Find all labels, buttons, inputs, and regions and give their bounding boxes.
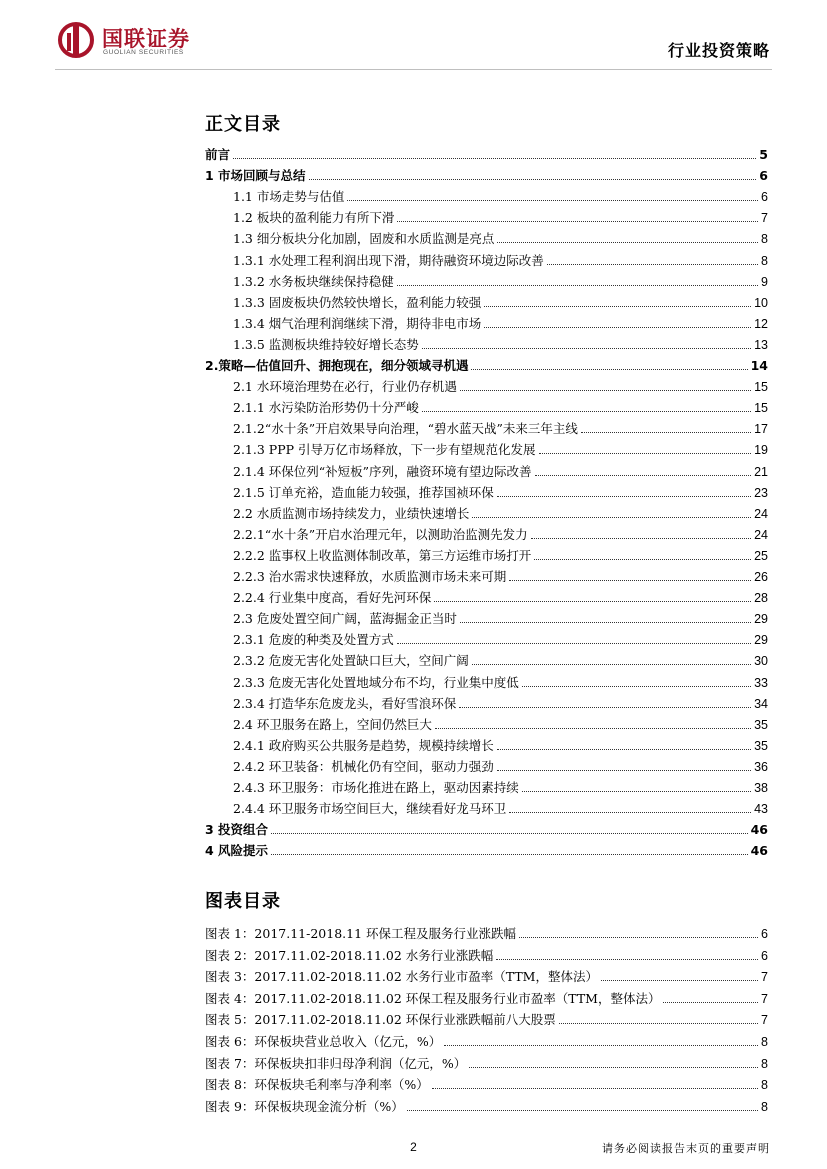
toc-entry[interactable]: [205, 206, 768, 226]
dot-leader: [539, 453, 752, 454]
toc-entry-title: 1.3.3 固废板块仍然较快增长，盈利能力较强: [233, 294, 482, 310]
toc-entry-title: 2.4.4 环卫服务市场空间巨大，继续看好龙马环卫: [233, 801, 507, 817]
toc-entry[interactable]: [205, 628, 768, 648]
toc-entry-title: 1.1 市场走势与估值: [233, 189, 345, 205]
toc-entry-page: 6: [761, 190, 768, 205]
toc-entry-page: 8: [761, 253, 768, 268]
toc-entry-page: 46: [750, 822, 768, 838]
toc-entry[interactable]: [205, 649, 768, 669]
figure-entry[interactable]: [205, 987, 768, 1007]
figure-entry-page: 7: [761, 991, 768, 1006]
dot-leader: [497, 749, 751, 750]
toc-entry[interactable]: [205, 312, 768, 332]
toc-entry-page: 5: [759, 147, 768, 162]
toc-entry-title: 2.3 危废处置空间广阔，蓝海掘金正当时: [233, 611, 457, 627]
dot-leader: [497, 496, 751, 497]
toc-entry[interactable]: [205, 375, 768, 395]
toc-entry-page: 26: [754, 570, 768, 584]
toc-entry[interactable]: [205, 185, 768, 205]
figure-entry[interactable]: [205, 922, 768, 942]
toc-entry-title: 2.2 水质监测市场持续发力，业绩快速增长: [233, 505, 470, 521]
toc-entry[interactable]: [205, 671, 768, 691]
toc-entry-page: 12: [754, 316, 768, 331]
toc-entry-title: 2.3.4 打造华东危废龙头，看好雪浪环保: [233, 695, 457, 711]
toc-entry-page: 7: [761, 211, 768, 226]
toc-entry-page: 6: [759, 168, 768, 184]
toc-entry-page: 24: [754, 506, 768, 521]
dot-leader: [472, 664, 751, 665]
dot-leader: [531, 538, 752, 539]
dot-leader: [460, 390, 751, 391]
dot-leader: [271, 854, 748, 855]
header-divider: [55, 69, 772, 70]
toc-entry[interactable]: [205, 607, 768, 627]
guolian-logo-icon: [58, 22, 94, 58]
toc-entry-title: 前言: [205, 147, 231, 162]
toc-entry-title: 1.3.4 烟气治理利润继续下滑，期待非电市场: [233, 315, 482, 331]
dot-leader: [397, 221, 758, 222]
toc-entry-page: 15: [754, 380, 768, 395]
toc-entry[interactable]: [205, 755, 768, 775]
dot-leader: [496, 959, 758, 960]
figure-entry[interactable]: [205, 1030, 768, 1050]
toc-entry-title: 2.2.3 治水需求快速释放，水质监测市场未来可期: [233, 569, 507, 584]
figure-entry-title: 图表 1：2017.11-2018.11 环保工程及服务行业涨跌幅: [205, 926, 517, 941]
footer-disclaimer: 请务必阅读报告末页的重要声明: [602, 1142, 770, 1155]
toc-entry-title: 2.1.1 水污染防治形势仍十分严峻: [233, 400, 419, 416]
toc-entry-title: 2.3.3 危废无害化处置地域分布不均，行业集中度低: [233, 674, 519, 690]
dot-leader: [432, 1088, 758, 1089]
toc-entry-page: 36: [754, 759, 768, 774]
toc-entry-title: 2.1.3 PPP 引导万亿市场释放，下一步有望规范化发展: [233, 442, 536, 458]
toc-entry-title: 2.4 环卫服务在路上，空间仍然巨大: [233, 716, 432, 732]
dot-leader: [422, 348, 751, 349]
toc-entry[interactable]: [205, 586, 768, 606]
toc-entry[interactable]: [205, 776, 768, 796]
dot-leader: [397, 643, 751, 644]
toc-entry-page: 28: [754, 591, 768, 606]
dot-leader: [347, 200, 758, 201]
logo-text-en: GUOLIAN SECURITIES: [103, 49, 184, 56]
dot-leader: [581, 432, 751, 433]
toc-entry-page: 29: [754, 633, 768, 648]
toc-entry[interactable]: [205, 227, 768, 247]
toc-entry[interactable]: [205, 460, 768, 480]
logo-text-cn: 国联证券: [102, 27, 190, 51]
figure-entry-title: 图表 6：环保板块营业总收入（亿元，%）: [205, 1034, 442, 1049]
figure-entry-title: 图表 3：2017.11.02-2018.11.02 水务行业市盈率（TTM，整体法）: [205, 969, 598, 985]
dot-leader: [434, 601, 751, 602]
toc-entry[interactable]: [205, 291, 768, 311]
figure-entry[interactable]: [205, 944, 768, 964]
figure-entry-page: 7: [761, 1013, 768, 1028]
dot-leader: [459, 707, 751, 708]
toc-entry-title: 1.3.2 水务板块继续保持稳健: [233, 273, 394, 289]
dot-leader: [559, 1023, 758, 1024]
toc-title: 正文目录: [205, 114, 281, 135]
toc-entry-page: 25: [754, 548, 768, 563]
toc-entry-title: 2.2.2 监事权上收监测体制改革，第三方运维市场打开: [233, 547, 532, 563]
toc-entry[interactable]: [205, 523, 768, 543]
toc-entry-page: 9: [761, 274, 768, 289]
dot-leader: [601, 980, 758, 981]
toc-entry-page: 17: [754, 422, 768, 437]
figure-entry-title: 图表 5：2017.11.02-2018.11.02 环保行业涨跌幅前八大股票: [205, 1012, 556, 1028]
toc-entry[interactable]: [205, 502, 768, 522]
toc-entry[interactable]: [205, 438, 768, 458]
toc-entry-title: 2.2.1“水十条”开启水治理元年，以测助治监测先发力: [233, 526, 528, 542]
toc-entry[interactable]: [205, 565, 768, 585]
toc-entry-page: 30: [754, 654, 768, 669]
figure-entry-title: 图表 7：环保板块扣非归母净利润（亿元，%）: [205, 1055, 467, 1071]
dot-leader: [469, 1067, 758, 1068]
toc-entry-title: 3 投资组合: [205, 822, 269, 838]
dot-leader: [519, 937, 758, 938]
toc-entry-page: 29: [754, 612, 768, 627]
toc-entry-page: 46: [750, 843, 768, 859]
toc-entry-page: 43: [754, 802, 768, 817]
dot-leader: [509, 812, 751, 813]
toc-entry-title: 2.1.4 环保位列“补短板”序列，融资环境有望边际改善: [233, 463, 532, 479]
dot-leader: [271, 833, 748, 834]
toc-entry-title: 2.3.2 危废无害化处置缺口巨大，空间广阔: [233, 653, 469, 669]
toc-entry[interactable]: [205, 818, 768, 838]
figure-list-title: 图表目录: [205, 891, 281, 912]
figure-entry[interactable]: [205, 1073, 768, 1093]
dot-leader: [497, 242, 758, 243]
dot-leader: [472, 517, 751, 518]
figure-entry-title: 图表 8：环保板块毛利率与净利率（%）: [205, 1077, 429, 1093]
dot-leader: [484, 327, 751, 328]
dot-leader: [407, 1110, 758, 1111]
figure-entry-page: 8: [761, 1078, 768, 1093]
page-header: [0, 0, 827, 80]
toc-entry-page: 19: [754, 443, 768, 458]
dot-leader: [534, 559, 751, 560]
toc-entry[interactable]: [205, 713, 768, 733]
toc-entry-title: 2.4.1 政府购买公共服务是趋势，规模持续增长: [233, 737, 494, 753]
figure-entry-page: 8: [761, 1056, 768, 1071]
report-type-label: 行业投资策略: [667, 41, 770, 60]
figure-entry-title: 图表 4：2017.11.02-2018.11.02 环保工程及服务行业市盈率（TTM，整体法）: [205, 990, 661, 1006]
toc-entry[interactable]: [205, 143, 768, 163]
toc-entry[interactable]: [205, 333, 768, 353]
toc-entry[interactable]: [205, 396, 768, 416]
toc-entry-page: 24: [754, 527, 768, 542]
dot-leader: [535, 475, 752, 476]
dot-leader: [435, 728, 751, 729]
toc-entry[interactable]: [205, 692, 768, 712]
toc-entry[interactable]: [205, 734, 768, 754]
dot-leader: [471, 369, 747, 370]
figure-entry-title: 图表 9：环保板块现金流分析（%）: [205, 1098, 404, 1114]
toc-entry[interactable]: [205, 354, 768, 374]
figure-entry[interactable]: [205, 1008, 768, 1028]
figure-entry-page: 6: [761, 948, 768, 963]
toc-entry-page: 38: [754, 781, 768, 795]
figure-entry[interactable]: [205, 1052, 768, 1072]
figure-entry-page: 8: [761, 1035, 768, 1049]
figure-entry-title: 图表 2：2017.11.02-2018.11.02 水务行业涨跌幅: [205, 947, 494, 963]
toc-entry-title: 2.4.3 环卫服务：市场化推进在路上，驱动因素持续: [233, 780, 519, 795]
toc-entry-title: 2.4.2 环卫装备：机械化仍有空间，驱动力强劲: [233, 758, 494, 774]
dot-leader: [547, 264, 758, 265]
dot-leader: [309, 179, 757, 180]
company-logo: [58, 22, 218, 62]
toc-entry-page: 15: [754, 401, 768, 416]
toc-entry[interactable]: [205, 544, 768, 564]
toc-entry[interactable]: [205, 797, 768, 817]
page-number: 2: [410, 1140, 417, 1154]
toc-entry-page: 35: [754, 738, 768, 753]
dot-leader: [460, 622, 751, 623]
dot-leader: [484, 306, 751, 307]
dot-leader: [497, 770, 751, 771]
toc-entry-page: 23: [754, 485, 768, 500]
toc-entry-title: 2.1 水环境治理势在必行，行业仍存机遇: [233, 379, 457, 395]
dot-leader: [522, 791, 751, 792]
toc-entry-page: 21: [754, 464, 768, 479]
toc-entry[interactable]: [205, 481, 768, 501]
toc-entry-title: 1.3.5 监测板块维持较好增长态势: [233, 336, 419, 352]
toc-entry-page: 33: [754, 675, 768, 690]
figure-entry[interactable]: [205, 965, 768, 985]
toc-entry-page: 10: [754, 295, 768, 310]
toc-entry[interactable]: [205, 417, 768, 437]
toc-entry[interactable]: [205, 839, 768, 859]
toc-entry-page: 13: [754, 337, 768, 352]
toc-entry-title: 2.3.1 危废的种类及处置方式: [233, 632, 394, 648]
figure-entry-page: 8: [761, 1099, 768, 1114]
dot-leader: [397, 285, 758, 286]
figure-entry-page: 6: [761, 927, 768, 941]
figure-entry-page: 7: [761, 970, 768, 985]
toc-entry-title: 2.2.4 行业集中度高，看好先河环保: [233, 590, 432, 606]
toc-entry-title: 2.策略—估值回升、拥抱现在，细分领域寻机遇: [205, 358, 469, 373]
dot-leader: [509, 580, 751, 581]
toc-entry-page: 14: [750, 358, 768, 373]
toc-entry-title: 2.1.5 订单充裕，造血能力较强，推荐国祯环保: [233, 484, 494, 500]
toc-entry[interactable]: [205, 164, 768, 184]
toc-entry-title: 1.3.1 水处理工程利润出现下滑，期待融资环境边际改善: [233, 252, 544, 268]
toc-entry-title: 1.3 细分板块分化加剧，固废和水质监测是亮点: [233, 231, 495, 247]
toc-entry-page: 35: [754, 717, 768, 732]
toc-entry-page: 8: [761, 232, 768, 247]
dot-leader: [233, 158, 756, 159]
toc-entry-title: 1 市场回顾与总结: [205, 168, 306, 184]
toc-entry[interactable]: [205, 270, 768, 290]
dot-leader: [663, 1002, 758, 1003]
dot-leader: [522, 686, 751, 687]
toc-entry-title: 2.1.2“水十条”开启效果导向治理，“碧水蓝天战”未来三年主线: [233, 421, 578, 437]
toc-entry-title: 1.2 板块的盈利能力有所下滑: [233, 210, 395, 226]
toc-entry[interactable]: [205, 249, 768, 269]
dot-leader: [444, 1045, 758, 1046]
dot-leader: [422, 411, 751, 412]
figure-entry[interactable]: [205, 1095, 768, 1115]
toc-entry-page: 34: [754, 696, 768, 711]
toc-entry-title: 4 风险提示: [205, 843, 269, 859]
